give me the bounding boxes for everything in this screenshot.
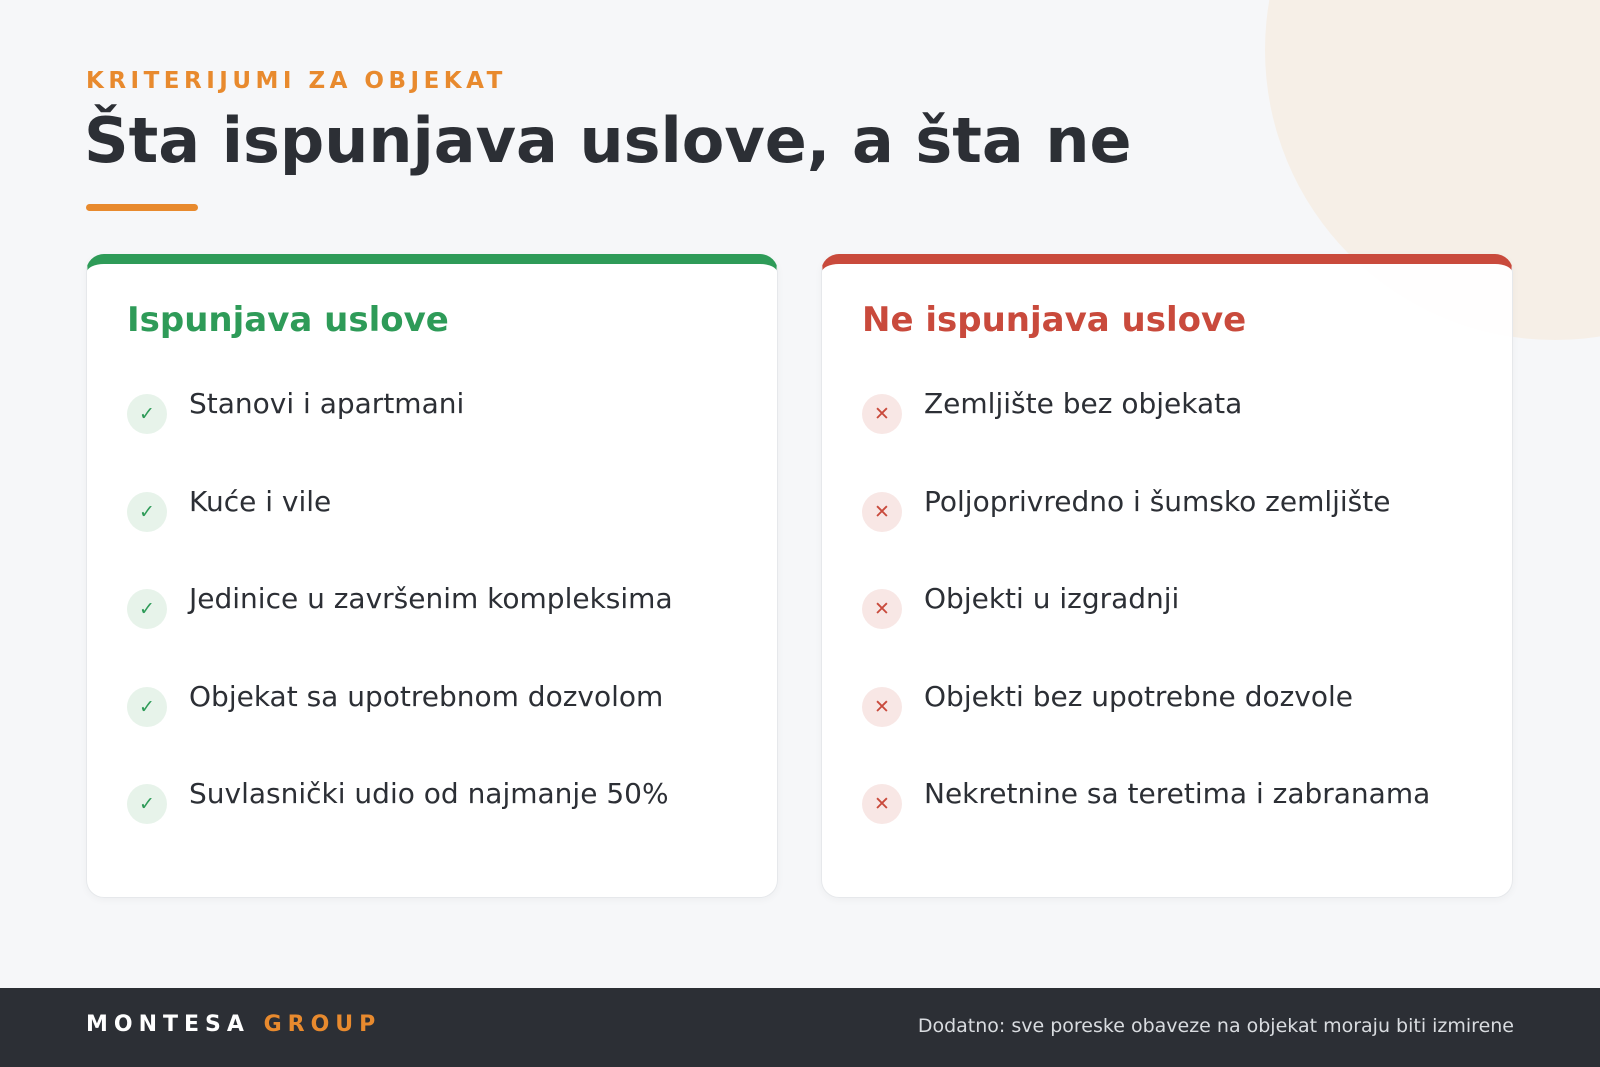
ineligible-card-title: Ne ispunjava uslove — [862, 300, 1247, 340]
cross-icon: ✕ — [862, 589, 902, 629]
ineligible-item-label: Nekretnine sa teretima i zabranama — [924, 777, 1431, 810]
ineligible-item-label: Objekti bez upotrebne dozvole — [924, 679, 1353, 713]
eligible-item-label: Suvlasnički udio od najmanje 50% — [189, 777, 669, 810]
eligible-item-label: Objekat sa upotrebnom dozvolom — [189, 679, 664, 713]
check-icon: ✓ — [127, 394, 167, 434]
cross-icon: ✕ — [862, 394, 902, 434]
eligible-card — [86, 254, 778, 898]
check-icon: ✓ — [127, 687, 167, 727]
brand-accent: GROUP — [263, 1012, 382, 1037]
ineligible-card — [821, 254, 1513, 898]
footer-note: Dodatno: sve poreske obaveze na objekat moraju biti izmirene — [917, 1015, 1514, 1037]
check-icon: ✓ — [127, 784, 167, 824]
check-icon: ✓ — [127, 492, 167, 532]
check-icon: ✓ — [127, 589, 167, 629]
brand-logo — [86, 1012, 381, 1037]
title-underline — [86, 204, 198, 211]
eligible-card-title: Ispunjava uslove — [127, 300, 449, 340]
ineligible-item-label: Poljoprivredno i šumsko zemljište — [924, 484, 1391, 518]
eligible-item-label: Jedinice u završenim kompleksima — [189, 582, 673, 615]
ineligible-item-label: Objekti u izgradnji — [924, 582, 1180, 615]
eligible-item-label: Stanovi i apartmani — [189, 387, 465, 420]
ineligible-item-label: Zemljište bez objekata — [924, 387, 1243, 420]
brand-name: MONTESA — [86, 1012, 250, 1037]
eligible-item-label: Kuće i vile — [189, 484, 332, 518]
section-eyebrow: KRITERIJUMI ZA OBJEKAT — [86, 68, 507, 94]
cross-icon: ✕ — [862, 784, 902, 824]
cross-icon: ✕ — [862, 687, 902, 727]
cross-icon: ✕ — [862, 492, 902, 532]
footer — [0, 988, 1600, 1067]
page-title: Šta ispunjava uslove, a šta ne — [84, 104, 1132, 177]
